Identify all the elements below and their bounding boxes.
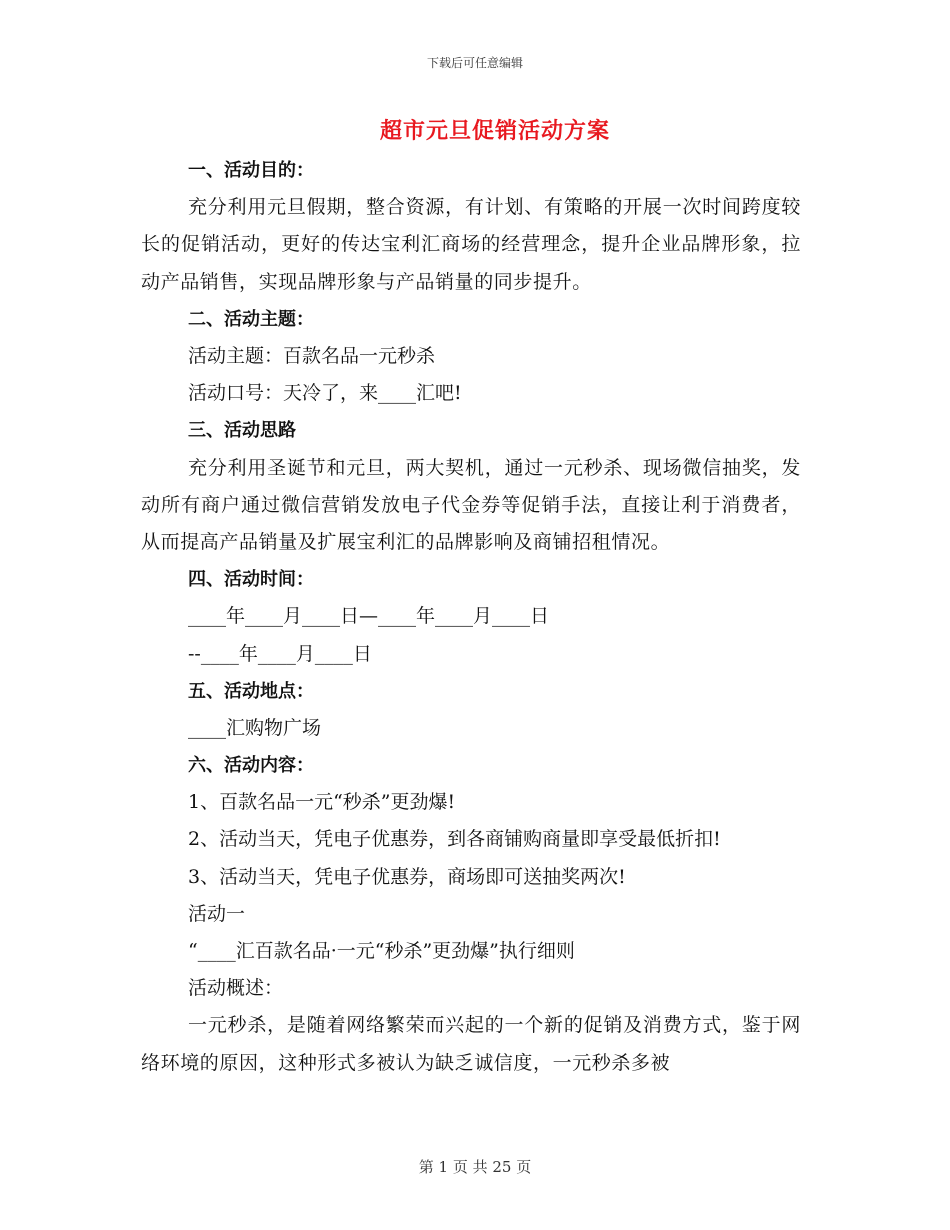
place-line: ____汇购物广场 — [188, 716, 322, 739]
section-heading-theme: 二、活动主题： — [188, 308, 314, 330]
section-heading-purpose: 一、活动目的： — [188, 160, 314, 181]
header-note: 下载后可任意编辑 — [426, 56, 523, 70]
time-line-2: --____年____月____日 — [188, 642, 372, 665]
content-item-2: 2、活动当天，凭电子优惠券，到各商铺购商量即享受最低折扣! — [188, 828, 721, 851]
document-body — [141, 152, 801, 1082]
page-footer: 第 1 页 共 25 页 — [418, 1158, 532, 1176]
document-title: 超市元旦促销活动方案 — [379, 118, 610, 144]
content-item-1: 1、百款名品一元“秒杀”更劲爆! — [188, 791, 456, 814]
section-heading-idea: 三、活动思路 — [188, 420, 296, 442]
content-item-3: 3、活动当天，凭电子优惠券，商场即可送抽奖两次! — [188, 865, 626, 888]
paragraph-overview: 一元秒杀，是随着网络繁荣而兴起的一个新的促销及消费方式，鉴于网络环境的原因，这种形式多被认为缺乏诚信度，一元秒杀多被 — [141, 1014, 801, 1074]
overview-label: 活动概述： — [188, 977, 284, 1000]
paragraph-idea: 充分利用圣诞节和元旦，两大契机，通过一元秒杀、现场微信抽奖，发动所有商户通过微信营销发放电子代金券等促销手法，直接让利于消费者，从而提高产品销量及扩展宝利汇的品牌影响及商铺招租情况。 — [141, 456, 801, 553]
theme-line: 活动主题：百款名品一元秒杀 — [188, 344, 436, 367]
section-heading-content: 六、活动内容： — [188, 755, 314, 777]
activity-one-title: “____汇百款名品·一元“秒杀”更劲爆”执行细则 — [188, 940, 575, 963]
activity-one-label: 活动一 — [188, 902, 246, 925]
slogan-line: 活动口号：天冷了，来____汇吧! — [188, 382, 462, 405]
paragraph-purpose: 充分利用元旦假期，整合资源，有计划、有策略的开展一次时间跨度较长的促销活动，更好的传达宝利汇商场的经营理念，提升企业品牌形象，拉动产品销售，实现品牌形象与产品销量的同步提升。 — [141, 196, 801, 293]
section-heading-place: 五、活动地点： — [188, 680, 314, 702]
section-heading-time: 四、活动时间： — [188, 569, 314, 591]
time-line-1: ____年____月____日—____年____月____日 — [188, 605, 550, 628]
